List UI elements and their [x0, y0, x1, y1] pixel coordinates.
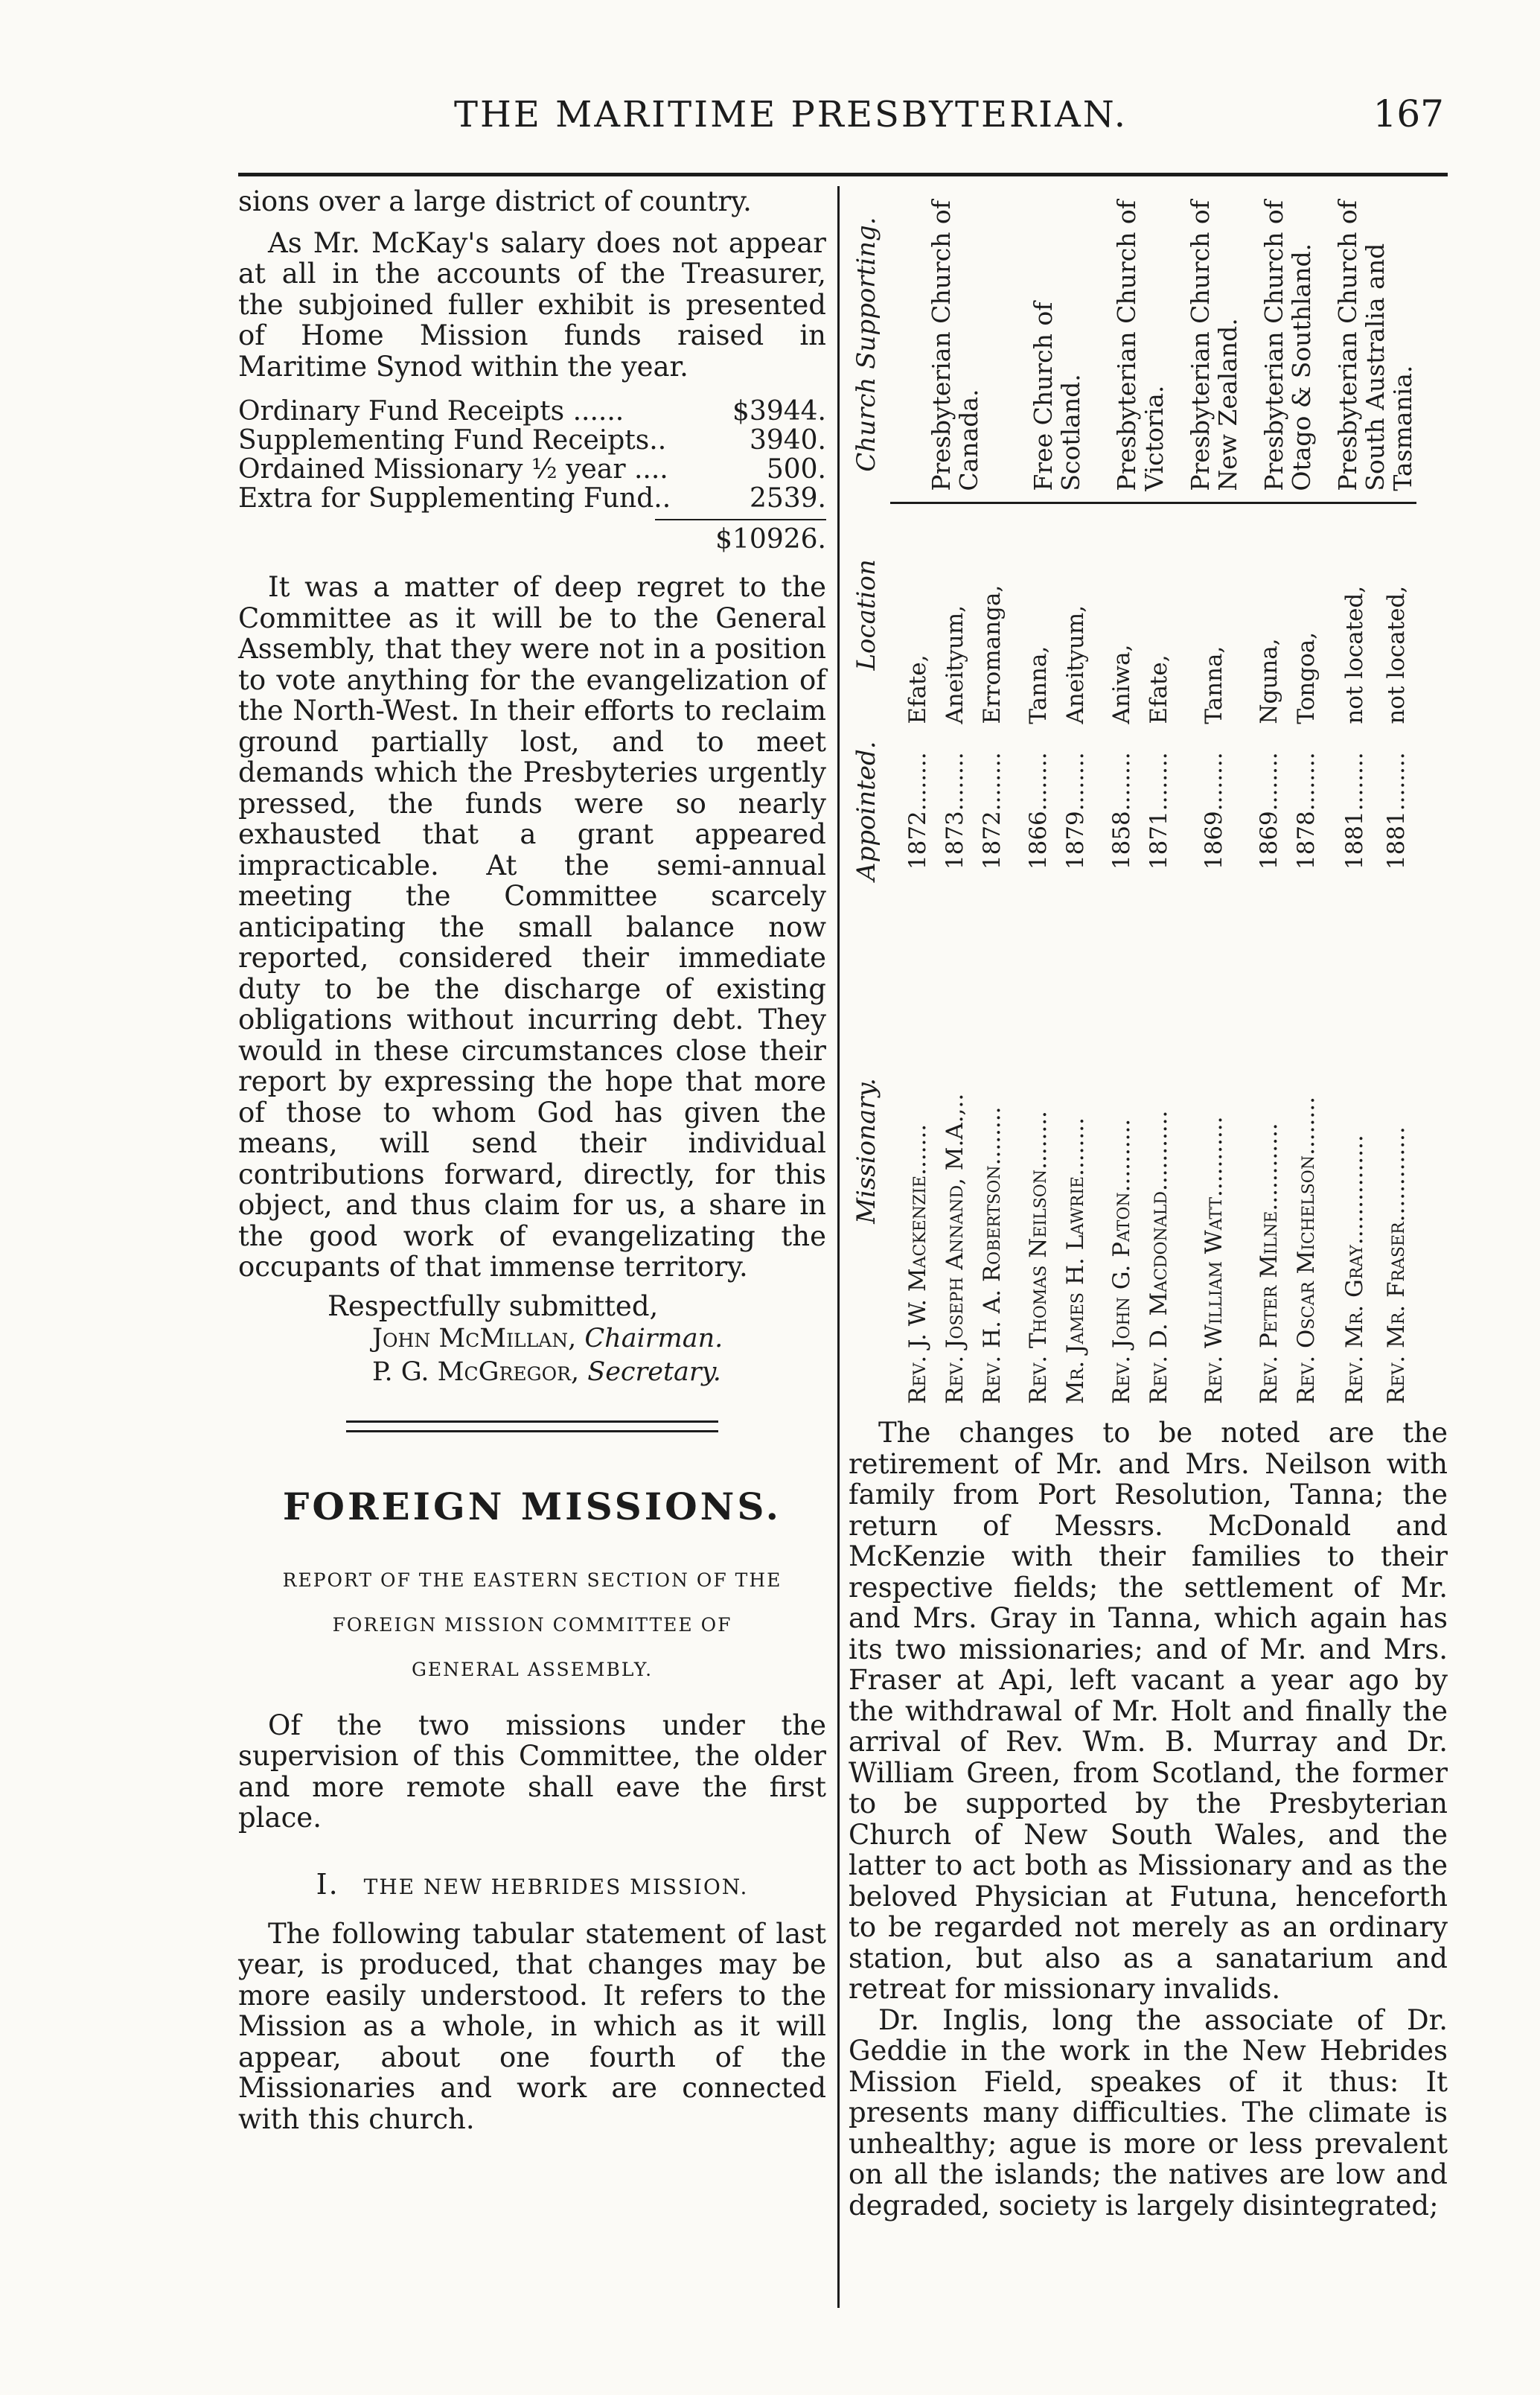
table-row	[1178, 186, 1242, 1407]
changes-paragraph: The changes to be noted are the retirement of Mr. and Mrs. Neilson with family from Port Resolution, Tanna; the return of Messrs. McDonald and McKenzie with their families to their respective fields; the settlement of Mr. and Mrs. Gray in Tanna, which again has its two missionaries; and of Mr. and Mrs. Fraser at Api, left vacant a year ago by the withdrawal of Mr. Holt and finally the arrival of Rev. Wm. B. Murray and Dr. William Green, from Scotland, the former to be supported by the Presbyterian Church of New South Wales, and the latter to act both as Missionary and as the beloved Physician at Futuna, henceforth to be regarded not merely as an ordinary station, but also as a sanatarium and retreat for missionary invalids.	[849, 1417, 1448, 2005]
appointed-year: 1872........	[979, 752, 1006, 870]
location: Aniwa,	[1108, 644, 1135, 724]
header-appointed: Appointed.	[852, 741, 881, 881]
missionary-name: Rev. H. A. Robertson........	[979, 1106, 1006, 1404]
church-supporting: Presbyterian Church of Otago & Southland.	[1242, 186, 1325, 503]
table-row	[1242, 186, 1288, 1407]
fund-amount: $3944.	[732, 396, 826, 427]
appointed-year: 1879........	[1062, 752, 1089, 870]
location: Efate,	[1146, 654, 1172, 724]
location: Aneityum,	[1062, 605, 1089, 724]
signer-role: Chairman.	[584, 1323, 723, 1353]
location: Tanna,	[1201, 645, 1227, 724]
missionary-name: Rev. Mr. Gray...............	[1341, 1135, 1369, 1404]
table-header-row	[849, 186, 890, 1407]
church-supporting: Presbyterian Church of Victoria.	[1094, 186, 1178, 503]
missionary-table-rotated	[849, 186, 1444, 1407]
church-supporting: Presbyterian Church of New Zealand.	[1178, 186, 1242, 503]
missions-paragraph: Of the two missions under the supervision of this Committee, the older and more remote shall eave the first place.	[238, 1709, 826, 1834]
missionary-name: Rev. J. W. Mackenzie.......	[904, 1123, 931, 1404]
table-row	[890, 186, 936, 1407]
signature-chairman	[238, 1322, 826, 1356]
intro-paragraph: sions over a large district of country.	[238, 185, 752, 217]
header-missionary: Missionary.	[852, 1077, 881, 1224]
signer-name: P. G. McGregor,	[372, 1356, 580, 1387]
location: not located,	[1341, 585, 1369, 724]
location: Erromanga,	[979, 584, 1006, 724]
appointed-year: 1869........	[1201, 752, 1227, 870]
page-header	[231, 88, 1444, 155]
fund-row	[238, 426, 826, 455]
missionary-name: Rev. Oscar Michelson........	[1293, 1097, 1320, 1404]
appointed-year: 1872........	[904, 752, 931, 870]
signature-secretary	[238, 1356, 826, 1389]
sub-heading-number: I.	[316, 1867, 339, 1901]
missionary-name: Rev. Joseph Annand, M.A.,..	[942, 1093, 968, 1404]
fund-amount: 2539.	[749, 483, 826, 514]
appointed-year: 1869........	[1256, 752, 1282, 870]
fund-row	[238, 455, 826, 484]
signer-role: Secretary.	[587, 1356, 721, 1387]
location: Efate,	[904, 654, 931, 724]
missionary-name: Rev. William Watt...........	[1201, 1116, 1227, 1404]
location: Nguna,	[1256, 638, 1282, 724]
report-title	[238, 1558, 826, 1692]
missionary-table	[849, 186, 1416, 1407]
section-divider	[346, 1420, 718, 1432]
column-divider	[837, 186, 840, 2308]
missionary-name: Mr. James H. Lawrie........	[1062, 1117, 1089, 1404]
fund-total-rule	[655, 519, 826, 520]
sub-heading	[238, 1868, 826, 1901]
report-title-line: FOREIGN MISSION COMMITTEE OF	[332, 1613, 732, 1636]
appointed-year: 1858........	[1108, 752, 1135, 870]
sign-off: Respectfully submitted,	[328, 1289, 659, 1322]
header-rule	[238, 173, 1448, 176]
page-number: 167	[1373, 92, 1444, 135]
report-title-line: GENERAL ASSEMBLY.	[411, 1658, 654, 1680]
appointed-year: 1873........	[942, 752, 968, 870]
fund-total: $10926.	[715, 524, 826, 555]
appointed-year: 1878........	[1293, 752, 1320, 870]
fund-amount: 500.	[766, 454, 826, 485]
missionary-name: Rev. John G. Paton..........	[1108, 1118, 1135, 1404]
missionary-table-box	[849, 186, 1444, 1407]
running-title: THE MARITIME PRESBYTERIAN.	[454, 94, 1128, 135]
right-column	[849, 186, 1448, 2221]
location: Tanna,	[1025, 645, 1052, 724]
appointed-year: 1871........	[1146, 752, 1172, 870]
regret-paragraph: It was a matter of deep regret to the Committee as it will be to the General Assembly, that they were not in a position to vote anything for the evangelization of the North-West. In their efforts to reclaim ground partially lost, and to meet demands which the Presbyteries urgently pressed, the funds were so nearly exhausted that a grant appeared impracticable. At the semi-annual meeting the Committee scarcely anticipating the small balance now reported, considered their immediate duty to be the discharge of existing obligations without incurring debt. They would in these circumstances close their report by expressing the hope that more of those to whom God has given the means, will send their individual contributions forward, directly, for this object, and thus claim for us, a share in the good work of evangelizating the occupants of that immense territory.	[238, 571, 826, 1283]
left-column	[238, 186, 826, 2134]
fund-label: Extra for Supplementing Fund..	[238, 483, 671, 514]
inglis-paragraph: Dr. Inglis, long the associate of Dr. Geddie in the work in the New Hebrides Mission Field, speakes of it thus: It presents many difficulties. The climate is unhealthy; ague is more or less prevalent on all the islands; the natives are low and degraded, society is largely disintegrated;	[849, 2003, 1448, 2222]
fund-amount: 3940.	[749, 425, 826, 456]
missionary-name: Rev. D. Macdonald...........	[1146, 1110, 1172, 1404]
signer-name: John McMillan,	[372, 1323, 577, 1353]
location: Aneityum,	[942, 605, 968, 724]
missionary-name: Rev. Mr. Fraser.............	[1382, 1126, 1410, 1404]
table-row	[1325, 186, 1376, 1407]
fund-table	[238, 397, 826, 554]
fund-label: Ordinary Fund Receipts ......	[238, 396, 624, 427]
church-supporting: Presbyterian Church of Canada.	[890, 186, 1011, 503]
appointed-year: 1881........	[1382, 752, 1410, 870]
fund-row	[238, 397, 826, 426]
header-location: Location	[852, 559, 881, 671]
location: not located,	[1382, 585, 1410, 724]
report-title-line: REPORT OF THE EASTERN SECTION OF THE	[282, 1569, 782, 1591]
fund-row	[238, 484, 826, 513]
missionary-name: Rev. Peter Milne............	[1256, 1123, 1282, 1404]
header-church: Church Supporting.	[852, 217, 881, 472]
table-row	[1094, 186, 1140, 1407]
fund-label: Supplementing Fund Receipts..	[238, 425, 667, 456]
appointed-year: 1881........	[1341, 752, 1369, 870]
location: Tongoa,	[1293, 631, 1320, 724]
fund-label: Ordained Missionary ½ year ....	[238, 454, 668, 485]
church-supporting: Free Church of Scotland.	[1011, 186, 1094, 503]
sub-heading-text: THE NEW HEBRIDES MISSION.	[363, 1874, 749, 1899]
missionary-name: Rev. Thomas Neilson........	[1025, 1111, 1052, 1404]
tabular-paragraph: The following tabular statement of last year, is produced, that changes may be more easily understood. It refers to the Mission as a whole, in which as it will appear, about one fourth of the Missionaries and work are connected with this church.	[238, 1917, 826, 2135]
church-supporting: Presbyterian Church of South Australia and Tasmania.	[1325, 186, 1416, 503]
appointed-year: 1866........	[1025, 752, 1052, 870]
section-heading: FOREIGN MISSIONS.	[282, 1484, 782, 1528]
table-row	[1011, 186, 1057, 1407]
salary-paragraph: As Mr. McKay's salary does not appear at all in the accounts of the Treasurer, the subjoined fuller exhibit is presented of Home Mission funds raised in Maritime Synod within the year.	[238, 226, 826, 383]
